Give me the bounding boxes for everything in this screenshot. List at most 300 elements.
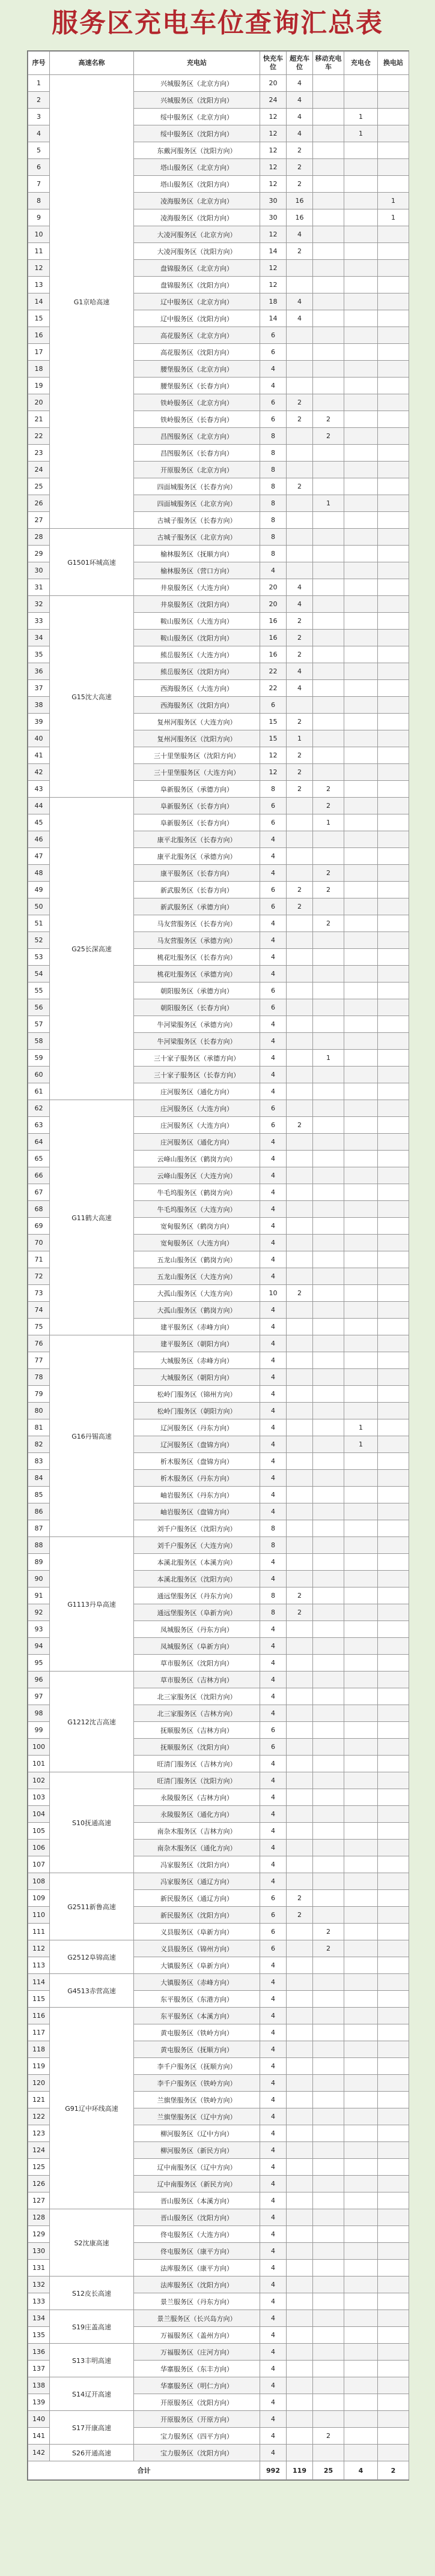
station-name: 岫岩服务区（丹东方向）	[134, 1487, 260, 1503]
row-index: 128	[28, 2209, 50, 2226]
fast-charge-count: 4	[260, 1672, 287, 1688]
row-index: 133	[28, 2293, 50, 2310]
table-row	[28, 1772, 409, 1789]
row-index: 118	[28, 2041, 50, 2058]
fast-charge-count: 4	[260, 1184, 287, 1201]
total-super: 119	[287, 2461, 313, 2480]
mobile-charger-count	[313, 293, 344, 310]
charging-silo-count	[344, 2209, 378, 2226]
swap-station-count	[378, 495, 409, 512]
table-row	[28, 2445, 409, 2461]
highway-name: G2512阜锦高速	[50, 1940, 134, 1974]
fast-charge-count: 4	[260, 1688, 287, 1705]
super-charge-count: 2	[287, 747, 313, 764]
header-cell: 移动充电车	[313, 52, 344, 75]
row-index: 37	[28, 680, 50, 697]
station-name: 腰堡服务区（北京方向）	[134, 361, 260, 378]
mobile-charger-count	[313, 2361, 344, 2377]
swap-station-count	[378, 361, 409, 378]
swap-station-count	[378, 1823, 409, 1840]
super-charge-count: 4	[287, 663, 313, 680]
fast-charge-count: 6	[260, 1890, 287, 1907]
super-charge-count	[287, 831, 313, 848]
swap-station-count	[378, 428, 409, 445]
row-index: 84	[28, 1470, 50, 1487]
mobile-charger-count	[313, 1487, 344, 1503]
row-index: 142	[28, 2445, 50, 2461]
header-cell: 充电仓	[344, 52, 378, 75]
row-index: 85	[28, 1487, 50, 1503]
swap-station-count	[378, 1436, 409, 1453]
row-index: 54	[28, 966, 50, 983]
fast-charge-count: 4	[260, 1134, 287, 1151]
super-charge-count	[287, 1033, 313, 1050]
fast-charge-count: 4	[260, 361, 287, 378]
row-index: 44	[28, 798, 50, 814]
station-name: 凌海服务区（沈阳方向）	[134, 209, 260, 226]
fast-charge-count: 15	[260, 714, 287, 730]
mobile-charger-count	[313, 2008, 344, 2024]
fast-charge-count: 8	[260, 1587, 287, 1604]
station-name: 岫岩服务区（盘锦方向）	[134, 1503, 260, 1520]
fast-charge-count: 4	[260, 2108, 287, 2125]
station-name: 东戴河服务区（沈阳方向）	[134, 142, 260, 159]
fast-charge-count: 8	[260, 1604, 287, 1621]
row-index: 9	[28, 209, 50, 226]
station-name: 大孤山服务区（鹤岗方向）	[134, 1302, 260, 1319]
charging-silo-count	[344, 1201, 378, 1218]
station-name: 铁岭服务区（长春方向）	[134, 411, 260, 428]
super-charge-count: 2	[287, 882, 313, 898]
station-name: 开原服务区（北京方向）	[134, 462, 260, 478]
row-index: 34	[28, 630, 50, 646]
station-name: 云峰山服务区（大连方向）	[134, 1167, 260, 1184]
station-name: 熊岳服务区（大连方向）	[134, 646, 260, 663]
super-charge-count	[287, 495, 313, 512]
row-index: 29	[28, 546, 50, 562]
mobile-charger-count	[313, 730, 344, 747]
charging-silo-count	[344, 1957, 378, 1974]
station-name: 兰旗堡服务区（铁岭方向）	[134, 2092, 260, 2108]
super-charge-count: 2	[287, 1907, 313, 1924]
swap-station-count	[378, 142, 409, 159]
super-charge-count	[287, 2260, 313, 2277]
mobile-charger-count	[313, 1285, 344, 1302]
charging-silo-count	[344, 1705, 378, 1722]
super-charge-count	[287, 1991, 313, 2008]
super-charge-count	[287, 983, 313, 999]
super-charge-count	[287, 1352, 313, 1369]
station-name: 柳河服务区（辽中方向）	[134, 2125, 260, 2142]
station-name: 宽甸服务区（鹤岗方向）	[134, 1218, 260, 1235]
charging-silo-count	[344, 630, 378, 646]
row-index: 129	[28, 2226, 50, 2243]
swap-station-count	[378, 613, 409, 630]
charging-silo-count	[344, 663, 378, 680]
station-name: 康平服务区（长春方向）	[134, 865, 260, 882]
fast-charge-count: 4	[260, 1167, 287, 1184]
fast-charge-count: 4	[260, 915, 287, 932]
fast-charge-count: 6	[260, 882, 287, 898]
swap-station-count	[378, 1235, 409, 1251]
charging-silo-count	[344, 2327, 378, 2344]
station-name: 井泉服务区（大连方向）	[134, 579, 260, 596]
fast-charge-count: 4	[260, 1772, 287, 1789]
super-charge-count	[287, 1268, 313, 1285]
row-index: 10	[28, 226, 50, 243]
row-index: 124	[28, 2142, 50, 2159]
fast-charge-count: 4	[260, 865, 287, 882]
highway-name: S19庄盖高速	[50, 2310, 134, 2344]
row-index: 131	[28, 2260, 50, 2277]
station-name: 大凌河服务区（北京方向）	[134, 226, 260, 243]
super-charge-count	[287, 798, 313, 814]
swap-station-count	[378, 1571, 409, 1587]
swap-station-count	[378, 596, 409, 613]
super-charge-count	[287, 1151, 313, 1167]
row-index: 49	[28, 882, 50, 898]
mobile-charger-count	[313, 277, 344, 293]
swap-station-count: 1	[378, 209, 409, 226]
charging-silo-count	[344, 613, 378, 630]
mobile-charger-count	[313, 1268, 344, 1285]
fast-charge-count: 4	[260, 2445, 287, 2461]
row-index: 111	[28, 1924, 50, 1940]
super-charge-count	[287, 2377, 313, 2394]
fast-charge-count: 4	[260, 1856, 287, 1873]
station-name: 大镇服务区（赤峰方向）	[134, 1974, 260, 1991]
super-charge-count	[287, 2209, 313, 2226]
station-name: 牛毛坞服务区（鹤岗方向）	[134, 1184, 260, 1201]
station-name: 刘千户服务区（沈阳方向）	[134, 1520, 260, 1537]
fast-charge-count: 4	[260, 848, 287, 865]
station-name: 宝力服务区（四平方向）	[134, 2428, 260, 2445]
super-charge-count	[287, 2075, 313, 2092]
swap-station-count	[378, 478, 409, 495]
super-charge-count	[287, 1335, 313, 1352]
swap-station-count	[378, 1302, 409, 1319]
highway-name: G16丹锡高速	[50, 1335, 134, 1537]
fast-charge-count: 4	[260, 1218, 287, 1235]
station-name: 本溪北服务区（本溪方向）	[134, 1554, 260, 1571]
swap-station-count	[378, 1100, 409, 1117]
fast-charge-count: 6	[260, 411, 287, 428]
mobile-charger-count	[313, 1235, 344, 1251]
station-name: 兰旗堡服务区（辽中方向）	[134, 2108, 260, 2125]
station-name: 桃花吐服务区（承德方向）	[134, 966, 260, 983]
station-name: 辽中南服务区（辽中方向）	[134, 2159, 260, 2176]
station-name: 华寨服务区（明仁方向）	[134, 2377, 260, 2394]
swap-station-count	[378, 1487, 409, 1503]
row-index: 116	[28, 2008, 50, 2024]
charging-silo-count	[344, 495, 378, 512]
fast-charge-count: 4	[260, 2277, 287, 2293]
row-index: 99	[28, 1722, 50, 1739]
fast-charge-count: 6	[260, 1940, 287, 1957]
mobile-charger-count: 2	[313, 915, 344, 932]
mobile-charger-count	[313, 1638, 344, 1655]
super-charge-count	[287, 2361, 313, 2377]
station-name: 五龙山服务区（鹤岗方向）	[134, 1251, 260, 1268]
station-name: 康平北服务区（长春方向）	[134, 831, 260, 848]
charging-silo-count	[344, 1134, 378, 1151]
super-charge-count	[287, 2243, 313, 2260]
row-index: 13	[28, 277, 50, 293]
mobile-charger-count	[313, 1453, 344, 1470]
row-index: 96	[28, 1672, 50, 1688]
swap-station-count	[378, 2445, 409, 2461]
station-name: 宽甸服务区（大连方向）	[134, 1235, 260, 1251]
station-name: 永陵服务区（吉林方向）	[134, 1789, 260, 1806]
mobile-charger-count	[313, 1856, 344, 1873]
super-charge-count	[287, 1436, 313, 1453]
station-name: 草市服务区（吉林方向）	[134, 1672, 260, 1688]
super-charge-count: 2	[287, 613, 313, 630]
swap-station-count	[378, 2024, 409, 2041]
mobile-charger-count	[313, 92, 344, 109]
mobile-charger-count	[313, 764, 344, 781]
fast-charge-count: 6	[260, 327, 287, 344]
station-name: 黄屯服务区（抚顺方向）	[134, 2041, 260, 2058]
super-charge-count	[287, 865, 313, 882]
charging-silo-count	[344, 2142, 378, 2159]
row-index: 135	[28, 2327, 50, 2344]
swap-station-count	[378, 394, 409, 411]
charging-silo-count	[344, 1083, 378, 1100]
fast-charge-count: 4	[260, 2209, 287, 2226]
super-charge-count	[287, 1840, 313, 1856]
swap-station-count	[378, 1537, 409, 1554]
row-index: 65	[28, 1151, 50, 1167]
swap-station-count	[378, 1621, 409, 1638]
swap-station-count	[378, 1117, 409, 1134]
station-name: 北三家服务区（沈阳方向）	[134, 1688, 260, 1705]
charging-silo-count: 1	[344, 109, 378, 125]
station-name: 永陵服务区（通化方向）	[134, 1806, 260, 1823]
station-name: 高花服务区（沈阳方向）	[134, 344, 260, 361]
charging-silo-count	[344, 1302, 378, 1319]
super-charge-count	[287, 462, 313, 478]
charging-silo-count	[344, 1453, 378, 1470]
mobile-charger-count: 2	[313, 798, 344, 814]
station-name: 四面城服务区（北京方向）	[134, 495, 260, 512]
super-charge-count	[287, 1957, 313, 1974]
mobile-charger-count	[313, 1184, 344, 1201]
super-charge-count: 2	[287, 411, 313, 428]
swap-station-count	[378, 798, 409, 814]
super-charge-count	[287, 1772, 313, 1789]
charging-silo-count	[344, 2428, 378, 2445]
charging-silo-count	[344, 2411, 378, 2428]
row-index: 2	[28, 92, 50, 109]
station-name: 刘千户服务区（大连方向）	[134, 1537, 260, 1554]
charging-silo-count	[344, 1100, 378, 1117]
fast-charge-count: 4	[260, 1503, 287, 1520]
highway-name: G91辽中环线高速	[50, 2008, 134, 2209]
row-index: 104	[28, 1806, 50, 1823]
super-charge-count	[287, 512, 313, 529]
station-name: 大凌河服务区（沈阳方向）	[134, 243, 260, 260]
mobile-charger-count	[313, 2192, 344, 2209]
charging-silo-count	[344, 747, 378, 764]
highway-name: S14辽开高速	[50, 2377, 134, 2411]
fast-charge-count: 6	[260, 798, 287, 814]
swap-station-count	[378, 1386, 409, 1403]
swap-station-count	[378, 1419, 409, 1436]
fast-charge-count: 8	[260, 495, 287, 512]
station-name: 佟屯服务区（大连方向）	[134, 2226, 260, 2243]
charging-silo-count	[344, 1974, 378, 1991]
charging-silo-count	[344, 2125, 378, 2142]
row-index: 28	[28, 529, 50, 546]
mobile-charger-count	[313, 1621, 344, 1638]
swap-station-count	[378, 730, 409, 747]
charging-silo-count	[344, 1470, 378, 1487]
charging-silo-count	[344, 798, 378, 814]
table-row	[28, 2411, 409, 2428]
row-index: 52	[28, 932, 50, 949]
super-charge-count	[287, 562, 313, 579]
mobile-charger-count	[313, 1756, 344, 1772]
mobile-charger-count	[313, 747, 344, 764]
fast-charge-count: 6	[260, 1924, 287, 1940]
row-index: 17	[28, 344, 50, 361]
charging-silo-count	[344, 2310, 378, 2327]
highway-name: S13丰明高速	[50, 2344, 134, 2377]
station-name: 凤城服务区（丹东方向）	[134, 1621, 260, 1638]
station-name: 阜新服务区（长春方向）	[134, 798, 260, 814]
charging-silo-count	[344, 394, 378, 411]
super-charge-count: 2	[287, 159, 313, 176]
row-index: 140	[28, 2411, 50, 2428]
mobile-charger-count	[313, 243, 344, 260]
mobile-charger-count	[313, 1991, 344, 2008]
row-index: 80	[28, 1403, 50, 1419]
charging-silo-count	[344, 2108, 378, 2125]
row-index: 48	[28, 865, 50, 882]
super-charge-count: 16	[287, 209, 313, 226]
fast-charge-count: 4	[260, 1033, 287, 1050]
swap-station-count	[378, 1201, 409, 1218]
swap-station-count	[378, 697, 409, 714]
fast-charge-count: 14	[260, 310, 287, 327]
mobile-charger-count: 2	[313, 2428, 344, 2445]
row-index: 14	[28, 293, 50, 310]
fast-charge-count: 4	[260, 1235, 287, 1251]
charging-silo-count	[344, 1537, 378, 1554]
mobile-charger-count: 2	[313, 882, 344, 898]
row-index: 72	[28, 1268, 50, 1285]
charging-silo-count	[344, 226, 378, 243]
swap-station-count	[378, 1756, 409, 1772]
station-name: 晋山服务区（本溪方向）	[134, 2192, 260, 2209]
charging-silo-count	[344, 1285, 378, 1302]
row-index: 70	[28, 1235, 50, 1251]
highway-name: G25长深高速	[50, 798, 134, 1100]
table-row	[28, 1974, 409, 1991]
super-charge-count	[287, 2327, 313, 2344]
row-index: 35	[28, 646, 50, 663]
fast-charge-count: 20	[260, 75, 287, 92]
mobile-charger-count	[313, 1419, 344, 1436]
charging-silo-count	[344, 1487, 378, 1503]
swap-station-count	[378, 1789, 409, 1806]
fast-charge-count: 4	[260, 1638, 287, 1655]
charging-silo-count	[344, 142, 378, 159]
charging-silo-count	[344, 1520, 378, 1537]
fast-charge-count: 4	[260, 1621, 287, 1638]
station-name: 开原服务区（沈阳方向）	[134, 2394, 260, 2411]
super-charge-count	[287, 1319, 313, 1335]
charging-silo-count	[344, 1184, 378, 1201]
swap-station-count	[378, 747, 409, 764]
fast-charge-count: 12	[260, 109, 287, 125]
charging-silo-count: 1	[344, 125, 378, 142]
swap-station-count	[378, 529, 409, 546]
super-charge-count: 4	[287, 92, 313, 109]
fast-charge-count: 4	[260, 1957, 287, 1974]
fast-charge-count: 12	[260, 226, 287, 243]
swap-station-count	[378, 1184, 409, 1201]
station-name: 绥中服务区（沈阳方向）	[134, 125, 260, 142]
row-index: 79	[28, 1386, 50, 1403]
station-name: 辽河服务区（丹东方向）	[134, 1419, 260, 1436]
swap-station-count	[378, 1134, 409, 1151]
swap-station-count	[378, 2411, 409, 2428]
mobile-charger-count	[313, 478, 344, 495]
mobile-charger-count	[313, 2075, 344, 2092]
swap-station-count	[378, 125, 409, 142]
super-charge-count	[287, 1537, 313, 1554]
mobile-charger-count	[313, 378, 344, 394]
charging-silo-count	[344, 1033, 378, 1050]
station-name: 李千户服务区（抚顺方向）	[134, 2058, 260, 2075]
charging-silo-count	[344, 2192, 378, 2209]
mobile-charger-count	[313, 1134, 344, 1151]
station-name: 盘锦服务区（沈阳方向）	[134, 277, 260, 293]
highway-name: S26开通高速	[50, 2445, 134, 2461]
super-charge-count	[287, 327, 313, 344]
fast-charge-count: 6	[260, 999, 287, 1016]
fast-charge-count: 10	[260, 1285, 287, 1302]
charging-silo-count	[344, 1050, 378, 1067]
swap-station-count: 1	[378, 193, 409, 209]
station-name: 腰堡服务区（长春方向）	[134, 378, 260, 394]
swap-station-count	[378, 2209, 409, 2226]
charging-silo-count	[344, 1587, 378, 1604]
mobile-charger-count	[313, 932, 344, 949]
swap-station-count	[378, 1806, 409, 1823]
super-charge-count	[287, 1184, 313, 1201]
swap-station-count	[378, 1067, 409, 1083]
fast-charge-count: 4	[260, 2176, 287, 2192]
row-index: 19	[28, 378, 50, 394]
super-charge-count	[287, 529, 313, 546]
swap-station-count	[378, 1672, 409, 1688]
row-index: 138	[28, 2377, 50, 2394]
row-index: 43	[28, 781, 50, 798]
mobile-charger-count	[313, 999, 344, 1016]
row-index: 78	[28, 1369, 50, 1386]
row-index: 40	[28, 730, 50, 747]
swap-station-count	[378, 1352, 409, 1369]
super-charge-count	[287, 1235, 313, 1251]
mobile-charger-count: 2	[313, 865, 344, 882]
table-row	[28, 2008, 409, 2024]
charging-silo-count	[344, 1856, 378, 1873]
fast-charge-count: 4	[260, 1991, 287, 2008]
mobile-charger-count	[313, 663, 344, 680]
